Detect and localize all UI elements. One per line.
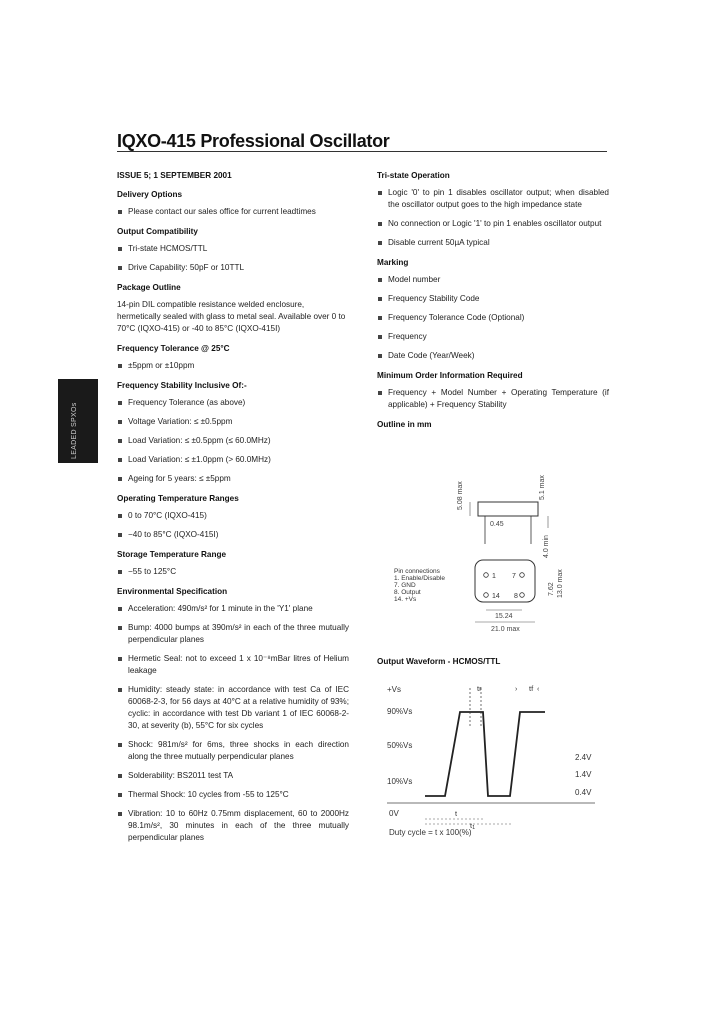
section-heading: Package Outline (117, 283, 181, 292)
bullet-list (117, 566, 349, 578)
section (117, 343, 349, 372)
bullet-item: Load Variation: ≤ ±1.0ppm (> 60.0MHz) (117, 454, 349, 466)
bullet-item: Bump: 4000 bumps at 390m/s² in each of the three mutually perpendicular planes (117, 622, 349, 646)
section (117, 586, 349, 844)
dim-top-right: 5.1 max (539, 475, 546, 500)
section-heading: Storage Temperature Range (117, 550, 227, 559)
bullet-item: Date Code (Year/Week) (377, 350, 609, 362)
issue-line: ISSUE 5; 1 SEPTEMBER 2001 (117, 171, 232, 180)
pin-num-8: 8 (514, 593, 518, 600)
bullet-list (117, 360, 349, 372)
pin-num-1: 1 (492, 573, 496, 580)
bullet-list (117, 206, 349, 218)
pin-14-label: 14. +Vs (394, 596, 417, 603)
dim-40min: 4.0 min (543, 535, 550, 558)
pin-num-14: 14 (492, 593, 500, 600)
bullet-item: Frequency Stability Code (377, 293, 609, 305)
bullet-item: −40 to 85°C (IQXO-415I) (117, 529, 349, 541)
label-04v: 0.4V (575, 788, 592, 797)
bullet-item: Load Variation: ≤ ±0.5ppm (≤ 60.0MHz) (117, 435, 349, 447)
pin-8-label: 8. Output (394, 589, 421, 596)
left-column (117, 170, 349, 852)
bullet-item: Model number (377, 274, 609, 286)
label-90: 90%Vs (387, 707, 413, 716)
duty-cycle: Duty cycle = t x 100(%) (389, 828, 472, 837)
section-heading: Frequency Tolerance @ 25°C (117, 344, 230, 353)
bullet-item: Ageing for 5 years: ≤ ±5ppm (117, 473, 349, 485)
bullet-item: Logic '0' to pin 1 disables oscillator output; when disabled the oscillator output goes to the high impedance state (377, 187, 609, 211)
bullet-item: Frequency (377, 331, 609, 343)
bullet-item: Thermal Shock: 10 cycles from -55 to 125°C (117, 789, 349, 801)
bullet-item: Tri-state HCMOS/TTL (117, 243, 349, 255)
label-plus-vs: +Vs (387, 685, 402, 694)
label-t1: t1 (470, 821, 476, 831)
pin-14-hole (484, 593, 489, 598)
pin-num-7: 7 (512, 573, 516, 580)
svg-text:‹: ‹ (537, 686, 540, 693)
bullet-list (117, 603, 349, 844)
label-tf: tf (529, 684, 534, 693)
bullet-item: No connection or Logic '1' to pin 1 enables oscillator output (377, 218, 609, 230)
bullet-item: Vibration: 10 to 60Hz 0.75mm displacement, 60 to 2000Hz 98.1m/s², 30 minutes in each of the three mutually perpendicular planes (117, 808, 349, 844)
section-heading: Outline in mm (377, 420, 432, 429)
bullet-item: Frequency Tolerance (as above) (117, 397, 349, 409)
label-0v: 0V (389, 809, 399, 818)
bullet-list (377, 274, 609, 362)
pin-1-label: 1. Enable/Disable (394, 575, 445, 582)
section (117, 549, 349, 578)
section-heading: Delivery Options (117, 190, 183, 199)
pin-8-hole (520, 593, 525, 598)
bullet-item: Please contact our sales office for current leadtimes (117, 206, 349, 218)
bullet-list (117, 397, 349, 485)
right-column (377, 170, 609, 439)
bullet-item: Solderability: BS2011 test TA (117, 770, 349, 782)
label-14v: 1.4V (575, 770, 592, 779)
section-heading: Output Compatibility (117, 227, 198, 236)
bullet-item: Frequency + Model Number + Operating Temperature (if applicable) + Frequency Stability (377, 387, 609, 411)
pin-title: Pin connections (394, 568, 440, 575)
package-side-view (478, 502, 538, 516)
waveform-diagram (385, 676, 615, 840)
bullet-item: Disable current 50µA typical (377, 237, 609, 249)
bullet-item: Shock: 981m/s² for 6ms, three shocks in each direction along the three mutually perpendicular planes (117, 739, 349, 763)
label-50: 50%Vs (387, 741, 413, 750)
bullet-list (377, 387, 609, 411)
dim-130max: 13.0 max (557, 569, 564, 598)
waveform-heading: Output Waveform - HCMOS/TTL (377, 657, 501, 666)
section (377, 419, 609, 431)
section-heading: Operating Temperature Ranges (117, 494, 239, 503)
title-rule (117, 151, 607, 152)
waveform-trace (425, 712, 545, 796)
section-paragraph: 14-pin DIL compatible resistance welded enclosure, hermetically sealed with glass to metal seal. Available over 0 to 70°C (IQXO-415) or -40 to 85°C (IQXO-415I) (117, 300, 346, 333)
bullet-list (117, 243, 349, 274)
section-heading: Environmental Specification (117, 587, 228, 596)
section (117, 282, 349, 335)
side-tab (58, 379, 98, 463)
bullet-item: 0 to 70°C (IQXO-415) (117, 510, 349, 522)
bullet-item: Humidity: steady state: in accordance with test Ca of IEC 60068-2-3, for 56 days at 40°C at a relative humidity of 93%; cyclic: in accordance with test Db variant 1 of IEC 60068-2-30, at severity (b), 55°C for six cycles (117, 684, 349, 732)
label-10: 10%Vs (387, 777, 413, 786)
section (377, 370, 609, 411)
label-tr: tr (477, 684, 482, 693)
bullet-item: Drive Capability: 50pF or 10TTL (117, 262, 349, 274)
bullet-item: Hermetic Seal: not to exceed 1 x 10⁻⁸mBar litres of Helium leakage (117, 653, 349, 677)
section-heading: Frequency Stability Inclusive Of:- (117, 381, 247, 390)
pin-1-hole (484, 573, 489, 578)
bullet-item: ±5ppm or ±10ppm (117, 360, 349, 372)
label-24v: 2.4V (575, 753, 592, 762)
bullet-item: −55 to 125°C (117, 566, 349, 578)
section (377, 257, 609, 362)
dim-1524: 15.24 (495, 613, 513, 620)
label-t: t (455, 809, 458, 818)
pin-7-hole (520, 573, 525, 578)
dim-762: 7.62 (548, 582, 555, 596)
bullet-list (377, 187, 609, 249)
section (117, 189, 349, 218)
section (117, 493, 349, 541)
section (117, 380, 349, 485)
section-heading: Tri-state Operation (377, 171, 450, 180)
svg-text:›: › (515, 686, 518, 693)
section-heading: Marking (377, 258, 409, 267)
dim-210max: 21.0 max (491, 626, 520, 633)
section (377, 170, 609, 249)
page-title: IQXO-415 Professional Oscillator (117, 131, 390, 151)
dim-top-left: 5.08 max (457, 481, 464, 510)
bullet-item: Frequency Tolerance Code (Optional) (377, 312, 609, 324)
section-heading: Minimum Order Information Required (377, 371, 523, 380)
side-tab-label: LEADED SPXOs (71, 402, 78, 459)
bullet-item: Voltage Variation: ≤ ±0.5ppm (117, 416, 349, 428)
bullet-item: Acceleration: 490m/s² for 1 minute in the 'Y1' plane (117, 603, 349, 615)
section (117, 226, 349, 274)
outline-drawing (390, 470, 590, 640)
bullet-list (117, 510, 349, 541)
dim-045: 0.45 (490, 521, 504, 528)
pin-7-label: 7. GND (394, 582, 416, 589)
